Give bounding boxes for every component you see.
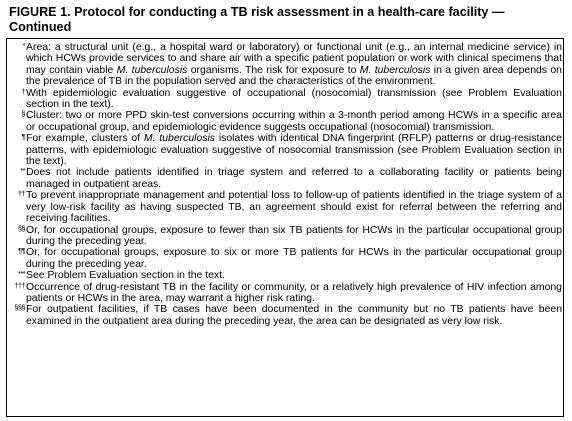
footnote-triple-asterisk xyxy=(16,270,562,281)
species-name: M. tuberculosis xyxy=(143,133,216,145)
footnote-text: Or, for occupational groups, exposure to six or more TB patients for HCWs in the particular occupational group during the preceding year. xyxy=(26,247,562,270)
footnote-text: Cluster: two or more PPD skin-test conversions occurring within a 3-month period among HCWs in a specific area or occupational group, and epidemiologic evidence suggests occupational (nosocomial) transmission. xyxy=(26,110,562,133)
footnote-marker: ** xyxy=(20,166,25,176)
species-name: M. tuberculosis xyxy=(359,64,431,76)
footnote-triple-section xyxy=(16,304,562,327)
footnote-marker: ¶ xyxy=(21,132,25,142)
footnote-marker: †† xyxy=(17,189,25,199)
footnote-marker: ¶¶ xyxy=(18,246,25,256)
species-name: M. tuberculosis xyxy=(116,64,188,76)
footnote-pilcrow xyxy=(16,133,562,167)
footnote-marker: § xyxy=(21,109,25,119)
footnote-text: Occurrence of drug-resistant TB in the facility or community, or a relatively high prevalence of HIV infection among patients or HCWs in the area, may warrant a higher risk rating. xyxy=(26,281,562,304)
footnote-asterisk xyxy=(16,42,562,88)
footnote-double-section xyxy=(16,225,562,248)
footnote-marker: *** xyxy=(18,269,25,279)
footnote-marker: * xyxy=(22,41,25,50)
footnote-marker: † xyxy=(21,86,25,96)
footnote-marker: ††† xyxy=(14,280,25,290)
footnote-text: Or, for occupational groups, exposure to fewer than six TB patients for HCWs in the particular occupational group during the preceding year. xyxy=(26,224,562,247)
figure-title-line-2: Continued xyxy=(9,19,72,34)
footnote-dagger xyxy=(16,88,562,111)
footnote-text: organisms. The risk for exposure to xyxy=(187,64,360,76)
footnote-marker: §§§ xyxy=(14,303,25,313)
footnote-double-asterisk xyxy=(16,167,562,190)
figure-title-line-1: FIGURE 1. Protocol for conducting a TB risk assessment in a health-care facility — xyxy=(9,5,505,19)
footnote-double-pilcrow xyxy=(16,247,562,270)
footnote-text: in a given area depends on the prevalence of TB in the population served and the characteristics of the environment. xyxy=(26,64,562,88)
footnote-text: With epidemiologic evaluation suggestive of occupational (nosocomial) transmission (see Problem Evaluation section in the text). xyxy=(26,87,562,111)
footnote-text: For outpatient facilities, if TB cases have been documented in the community but no TB patients have been examined in the outpatient area during the preceding year, the area can be designated as very low risk. xyxy=(26,304,562,327)
footnote-double-dagger xyxy=(16,190,562,224)
footnote-triple-dagger xyxy=(16,282,562,305)
footnote-section xyxy=(16,110,562,133)
figure-title xyxy=(9,5,561,34)
footnotes-list xyxy=(16,42,562,327)
footnote-text: For example, clusters of xyxy=(26,133,144,145)
footnote-marker: §§ xyxy=(17,223,25,233)
footnote-text: Area: a structural unit (e.g., a hospital ward or laboratory) or functional unit (e.g., an internal medicine service) in which HCWs provide services to and share air with a specific patient population or work with clinical specimens that may contain viable xyxy=(26,42,562,76)
footnote-text: To prevent inappropriate management and potential loss to follow-up of patients identified in the triage system of a very low-risk facility as having suspected TB, an agreement should exist for referral between the referring and receiving facilities. xyxy=(26,190,562,225)
footnote-text: See Problem Evaluation section in the text. xyxy=(26,270,226,282)
footnote-text: Does not include patients identified in triage system and referred to a collaborating facility or patients being managed in outpatient areas. xyxy=(26,167,562,190)
footnote-text: isolates with identical DNA fingerprint (RFLP) patterns or drug-resistance patterns, with epidemiologic evaluation suggestive of nosocomial transmission (see Problem Evaluation section in the text). xyxy=(26,133,562,168)
